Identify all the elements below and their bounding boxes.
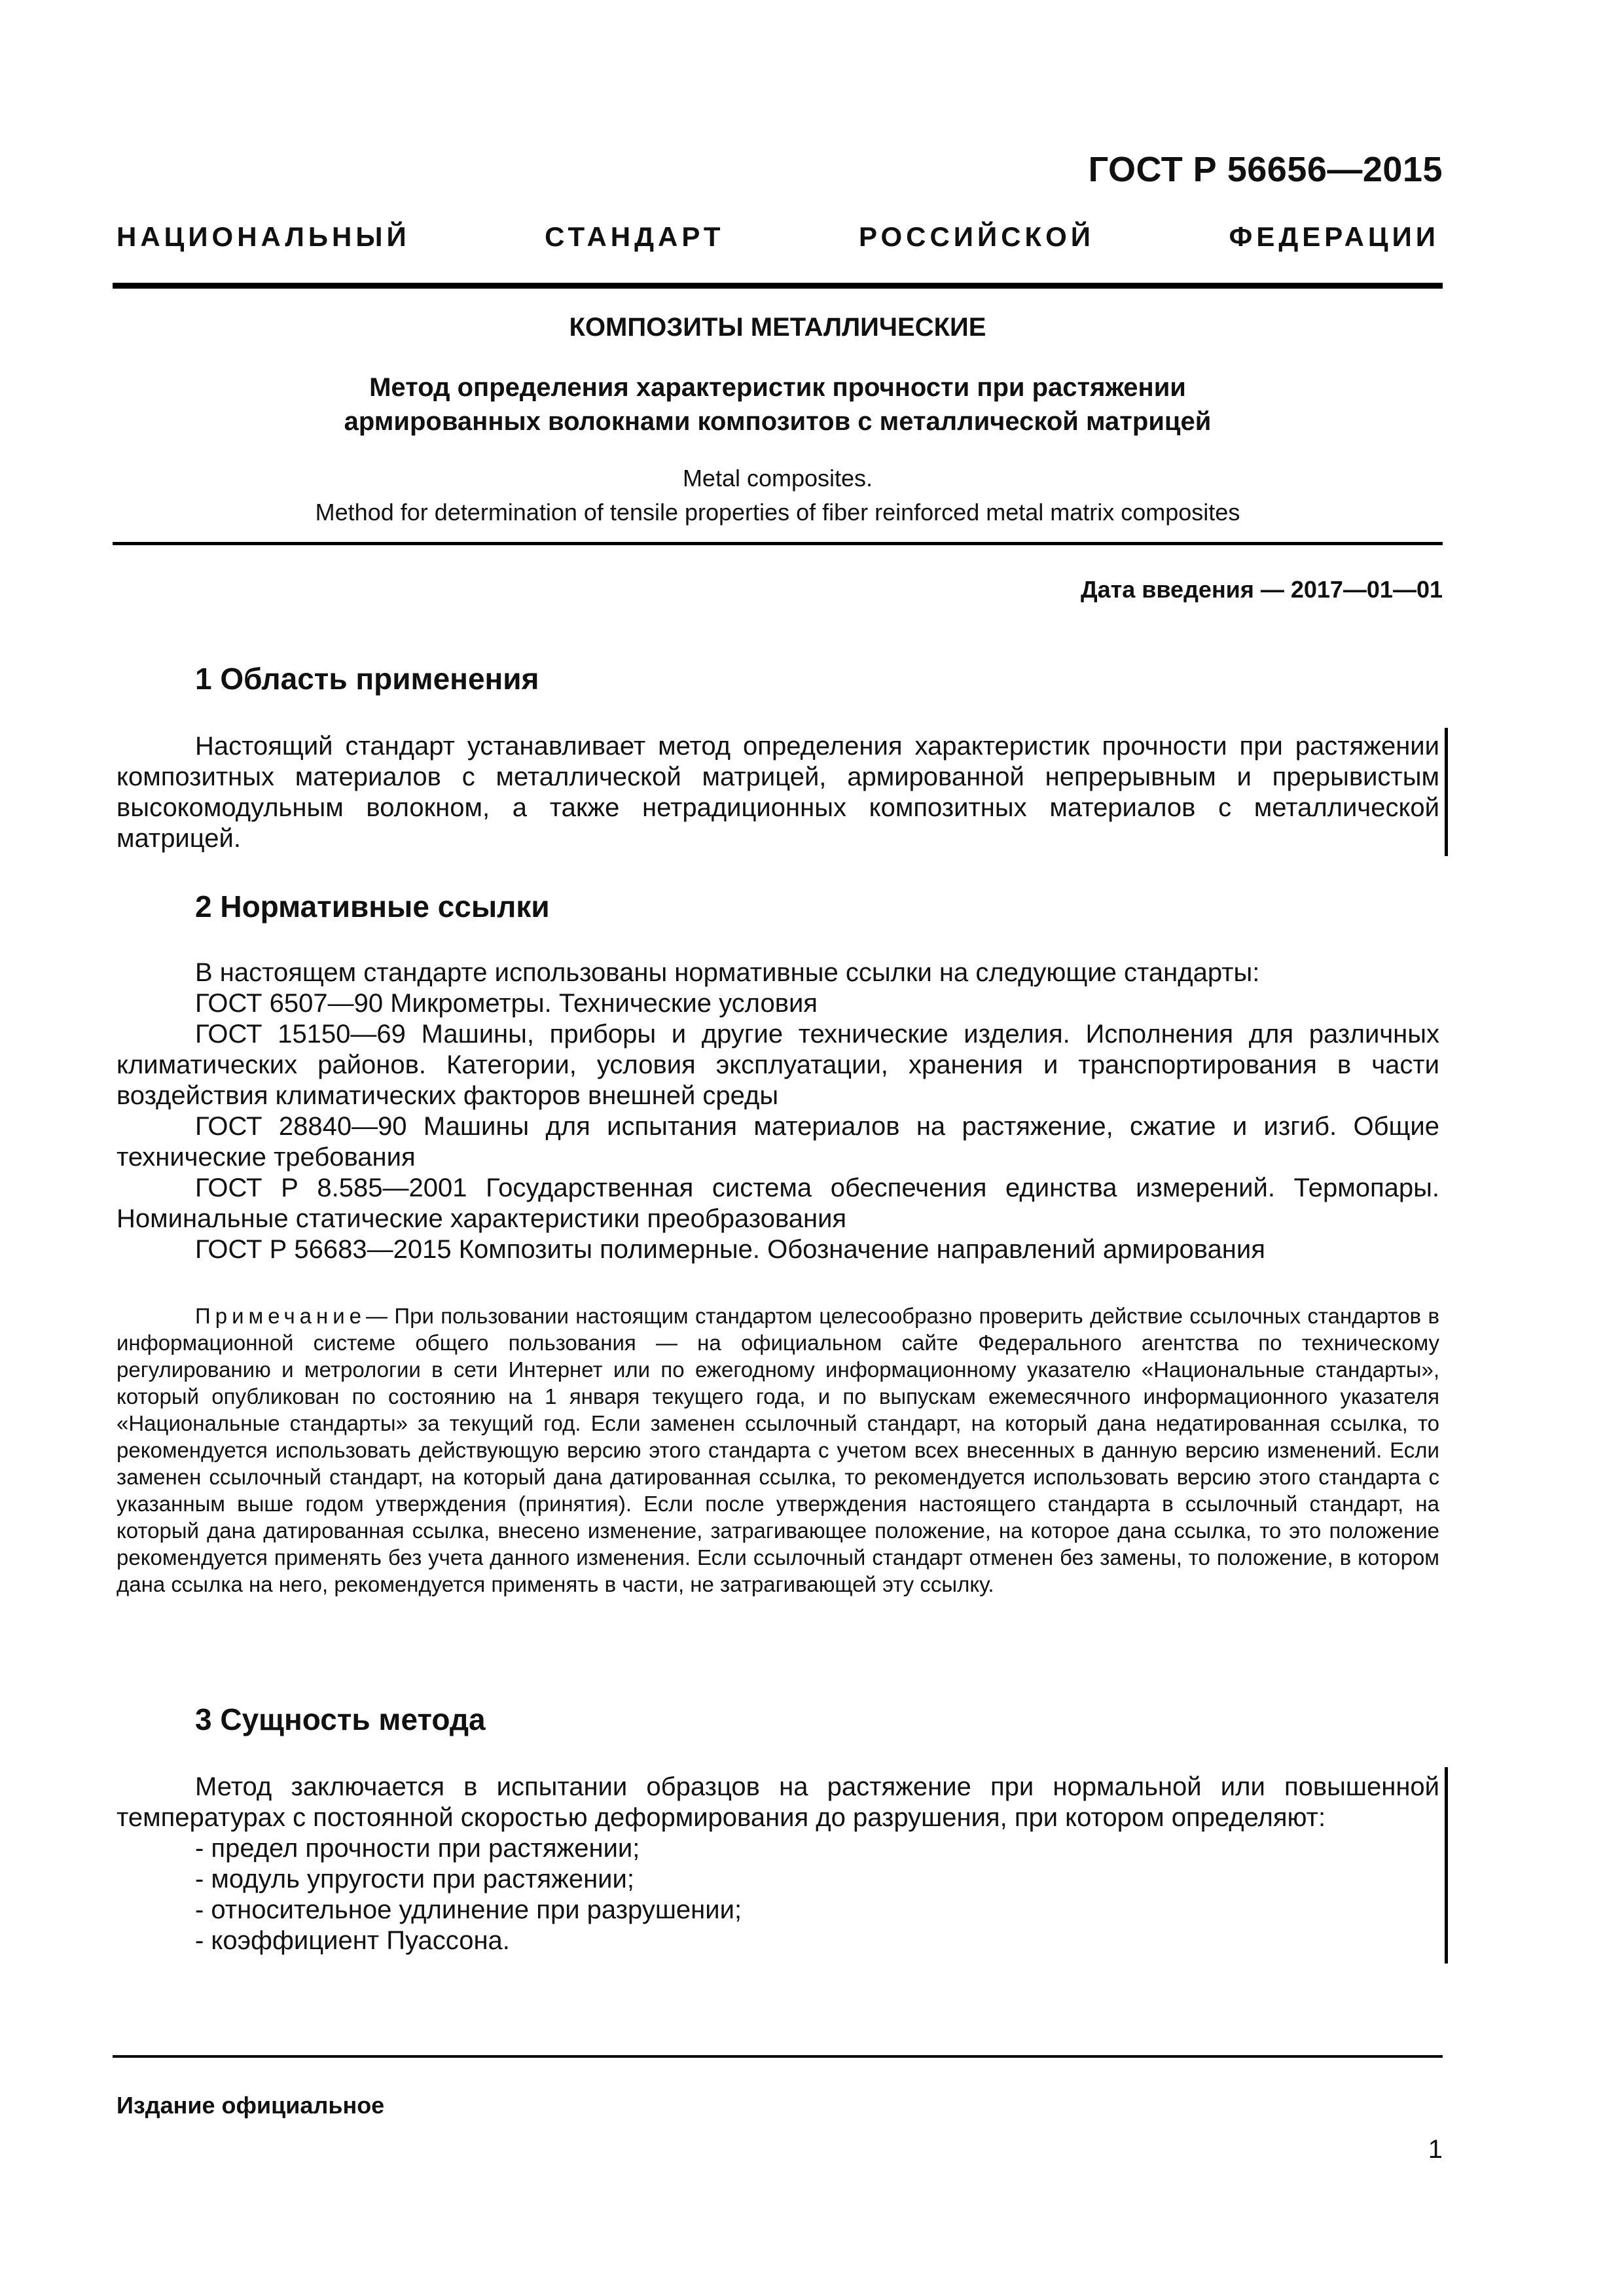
list-item: - относительное удлинение при разрушении; <box>195 1895 742 1924</box>
title-rule <box>113 542 1443 545</box>
english-title-line: Method for determination of tensile properties of fiber reinforced metal matrix composites <box>315 499 1240 526</box>
note-paragraph <box>117 1302 1439 1598</box>
change-bar <box>1445 728 1448 856</box>
reference-item: ГОСТ 28840—90 Машины для испытания материалов на растяжение, сжатие и изгиб. Общие технические требования <box>117 1112 1439 1172</box>
english-title <box>113 461 1443 529</box>
paragraph: Настоящий стандарт устанавливает метод определения характеристик прочности при растяжении композитных материалов с металлической матрицей, армированной непрерывным и прерывистым высокомодульным волокном, а также нетрадиционных композитных материалов с металлической матрицей. <box>117 732 1439 853</box>
list-item: - модуль упругости при растяжении; <box>195 1865 634 1893</box>
reference-item: ГОСТ 15150—69 Машины, приборы и другие технические изделия. Исполнения для различных климатических районов. Категории, условия эксплуатации, хранения и транспортирования в части воздействия климатических факторов внешней среды <box>117 1020 1439 1110</box>
national-standard-banner: НАЦИОНАЛЬНЫЙ СТАНДАРТ РОССИЙСКОЙ ФЕДЕРАЦИИ <box>117 221 1439 252</box>
section-heading: 3 Сущность метода <box>195 1702 486 1736</box>
list-item: - коэффициент Пуассона. <box>195 1926 510 1955</box>
official-edition-label: Издание официальное <box>117 2092 385 2119</box>
reference-item: ГОСТ Р 8.585—2001 Государственная система обеспечения единства измерений. Термопары. Номинальные статические характеристики преобразования <box>117 1174 1439 1233</box>
note-label: Примечание <box>195 1304 367 1328</box>
note-block <box>117 1302 1439 1598</box>
note-text: — При пользовании настоящим стандартом целесообразно проверить действие ссылочных стандартов в информационной системе общего пользования — на официальном сайте Федерального агентства по техническому регулированию и метрологии в сети Интернет или по ежегодному информационному указателю «Национальные стандарты», который опубликован по состоянию на 1 января текущего года, и по выпускам ежемесячного информационного указателя «Национальные стандарты» за текущий год. Если заменен ссылочный стандарт, на который дана недатированная ссылка, то рекомендуется использовать действующую версию этого стандарта с учетом всех внесенных в данную версию изменений. Если заменен ссылочный стандарт, на который дана датированная ссылка, то рекомендуется использовать версию этого стандарта с указанным выше годом утверждения (принятия). Если после утверждения настоящего стандарта в ссылочный стандарт, на который дана датированная ссылка, внесено изменение, затрагивающее положение, на которое дана ссылка, то это положение рекомендуется применять без учета данного изменения. Если ссылочный стандарт отменен без замены, то положение, в котором дана ссылка на него, рекомендуется применять в части, не затрагивающей эту ссылку. <box>117 1304 1439 1596</box>
document-subtitle <box>113 370 1443 439</box>
introduction-date: Дата введения — 2017—01—01 <box>1080 576 1443 603</box>
paragraph: В настоящем стандарте использованы нормативные ссылки на следующие стандарты: <box>195 958 1260 987</box>
english-title-line: Metal composites. <box>682 465 873 492</box>
footer-rule <box>113 2055 1443 2058</box>
subtitle-line: армированных волокнами композитов с металлической матрицей <box>344 407 1212 436</box>
section-heading: 2 Нормативные ссылки <box>195 889 550 924</box>
change-bar <box>1445 1767 1448 1964</box>
section-3-body <box>117 1772 1439 1956</box>
paragraph: Метод заключается в испытании образцов на растяжение при нормальной или повышенной температурах с постоянной скоростью деформирования до разрушения, при котором определяют: <box>117 1772 1439 1832</box>
subtitle-line: Метод определения характеристик прочности при растяжении <box>369 373 1186 402</box>
section-heading: 1 Область применения <box>195 662 539 696</box>
section-2-body <box>117 958 1439 1265</box>
list-item: - предел прочности при растяжении; <box>195 1834 640 1863</box>
document-title: КОМПОЗИТЫ МЕТАЛЛИЧЕСКИЕ <box>569 313 986 342</box>
reference-item: ГОСТ 6507—90 Микрометры. Технические условия <box>195 989 818 1018</box>
page-number: 1 <box>1428 2135 1443 2164</box>
section-1-body <box>117 731 1439 854</box>
reference-item: ГОСТ Р 56683—2015 Композиты полимерные. Обозначение направлений армирования <box>195 1235 1265 1264</box>
header-rule <box>113 283 1443 289</box>
document-id: ГОСТ Р 56656—2015 <box>1088 150 1443 189</box>
